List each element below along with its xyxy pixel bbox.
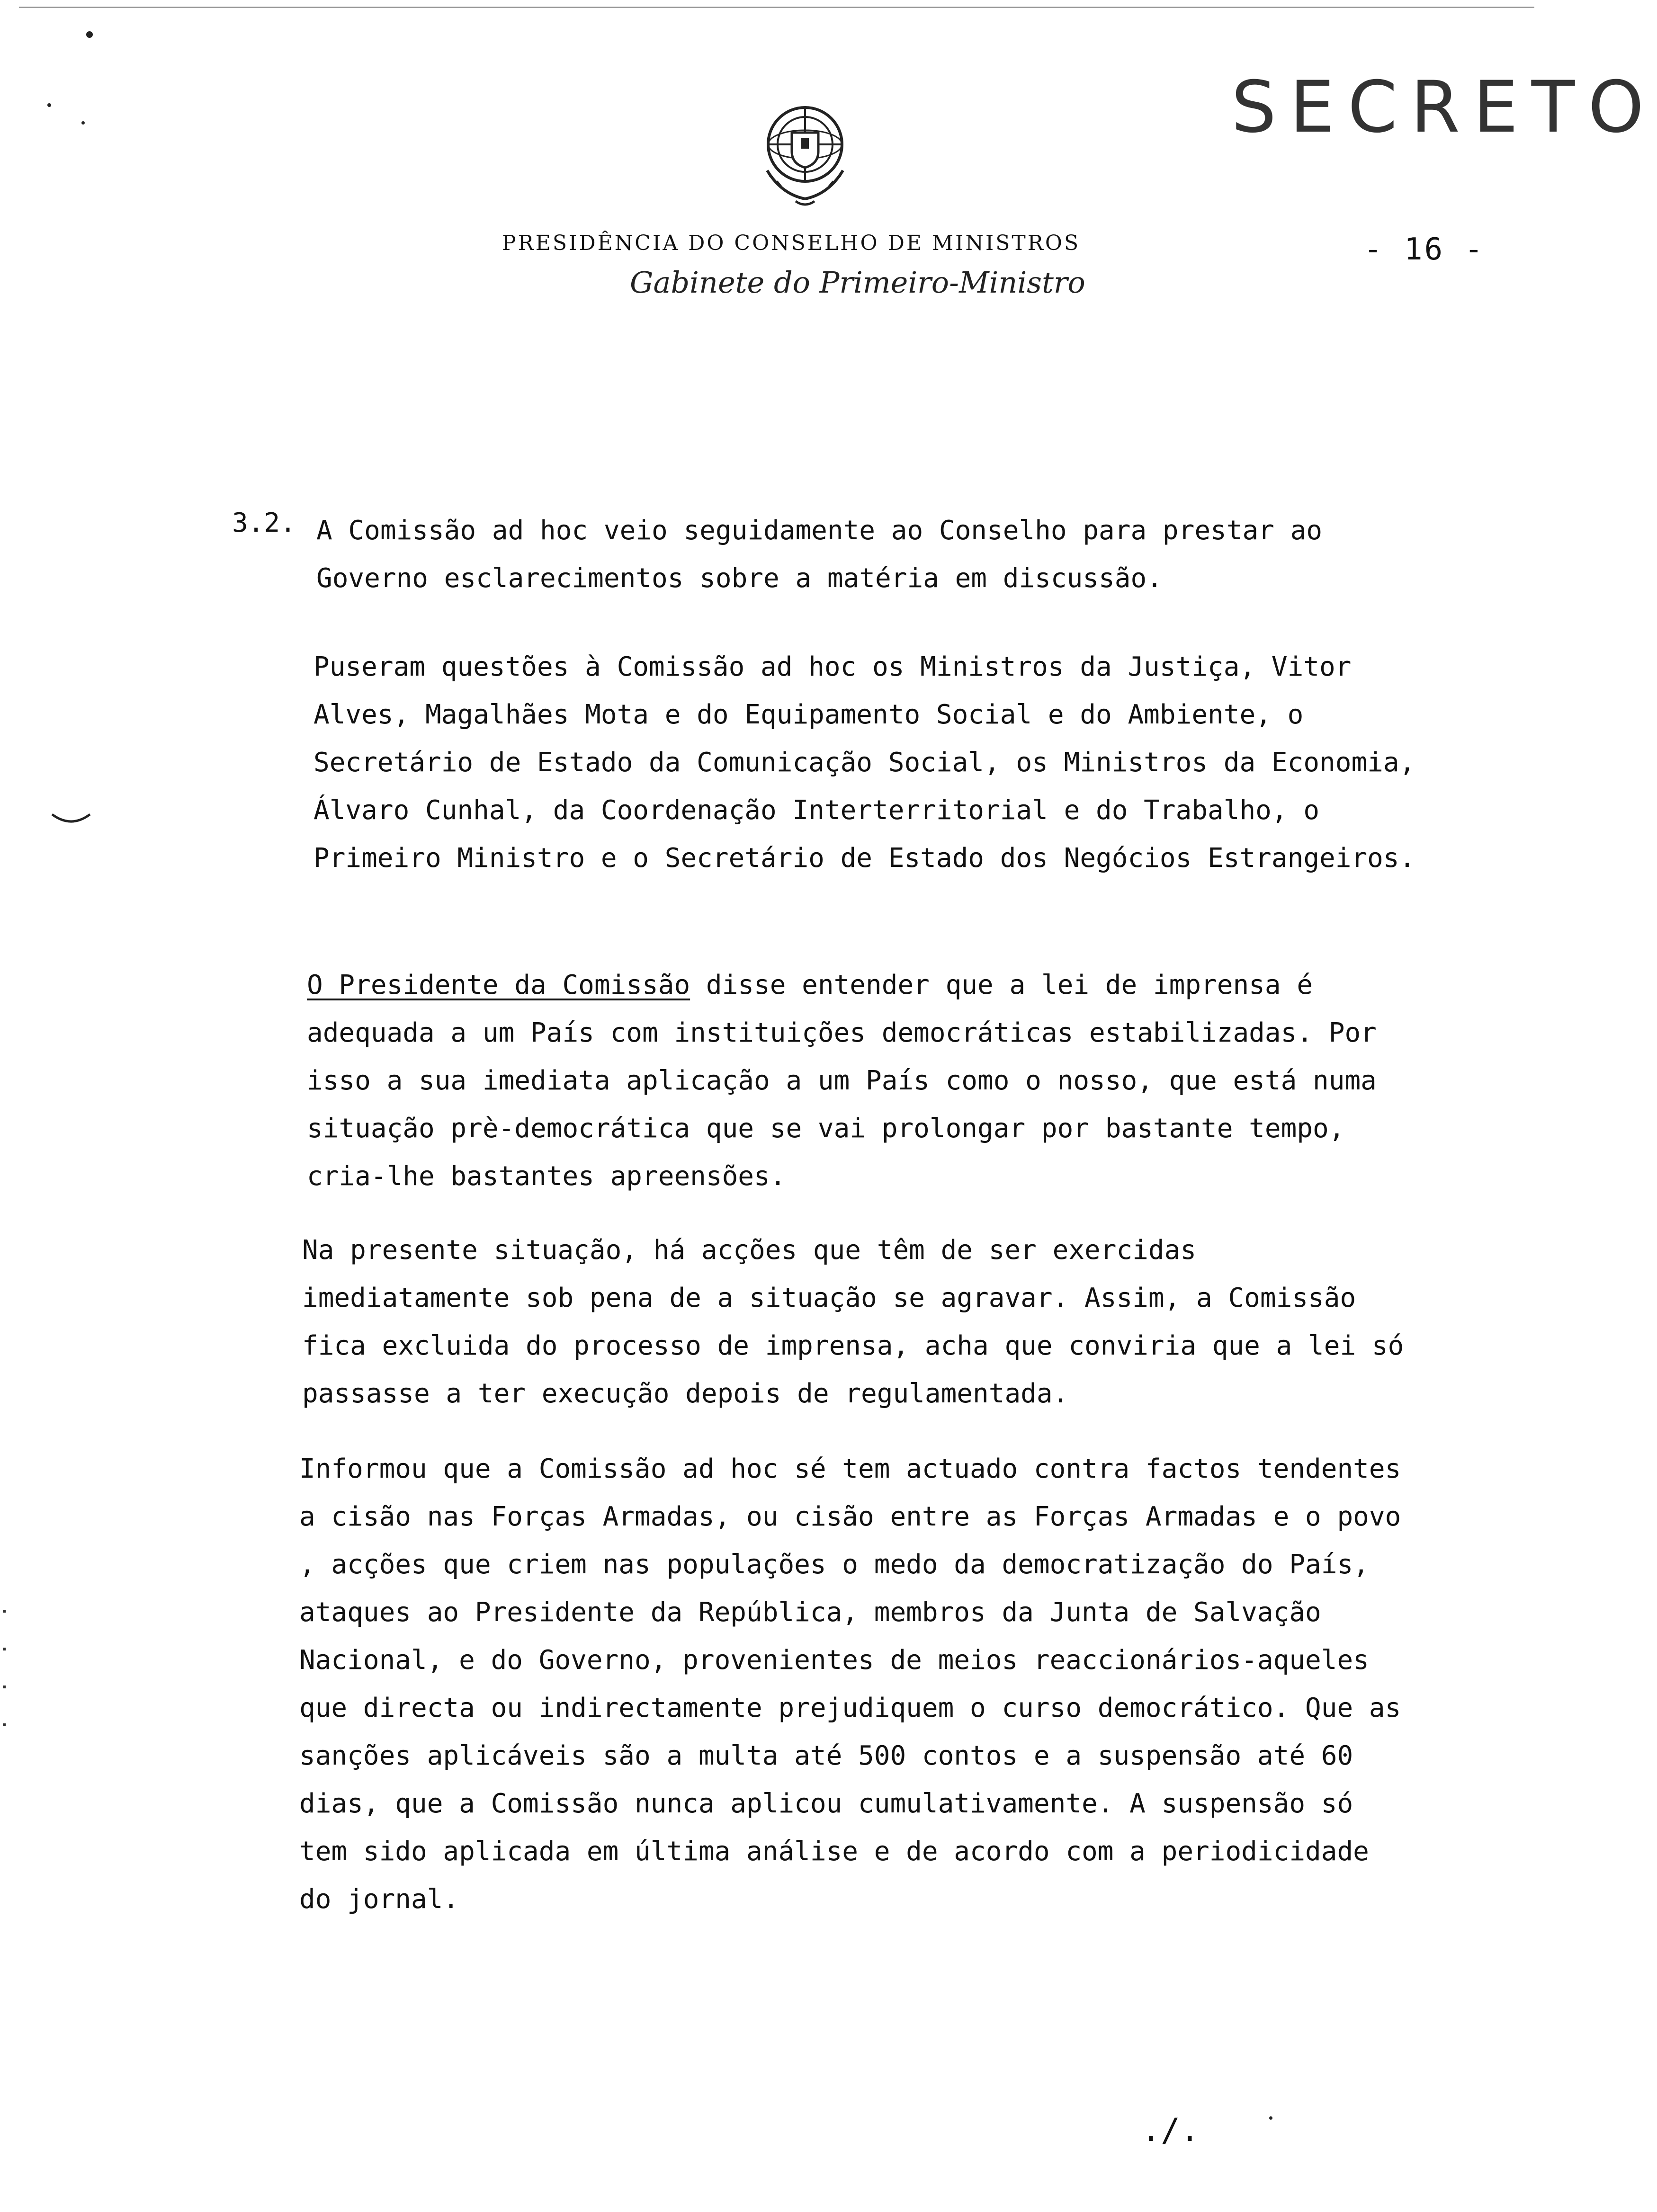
classification-stamp: SECRETO	[1231, 66, 1657, 149]
scan-speck	[86, 31, 93, 38]
paragraph-questions-text: Puseram questões à Comissão ad hoc os Ministros da Justiça, Vitor Alves, Magalhães Mota e do Equipamento Social e do Ambiente, o Secretário de Estado da Comunicação Social, os Ministros da Economia, Álvaro Cunhal, da Coordenação Interterritorial e do Trabalho, o Primeiro Ministro e o Secretário de Estado dos Negócios Estrangeiros.	[313, 651, 1415, 874]
margin-tick	[3, 1723, 6, 1726]
section-number: 3.2.	[232, 508, 296, 538]
scan-speck	[47, 103, 51, 107]
paragraph-informed-text: Informou que a Comissão ad hoc sé tem actuado contra factos tendentes a cisão nas Forças Armadas, ou cisão entre as Forças Armadas e o povo , acções que criem nas populações o medo da democratização do País, ataques ao Presidente da República, membros da Junta de Salvação Nacional, e do Governo, provenientes de meios reaccionários-aqueles que directa ou indirectamente prejudiquem o curso democrático. Que as sanções aplicáveis são a multa até 500 contos e a suspensão até 60 dias, que a Comissão nunca aplicou cumulativamente. A suspensão só tem sido aplicada em última análise e de acordo com a periodicidade do jornal.	[299, 1454, 1401, 1915]
margin-curve-mark	[50, 810, 92, 829]
scan-top-edge	[19, 7, 1534, 8]
margin-tick	[3, 1648, 6, 1650]
continuation-mark: ./.	[1141, 2112, 1200, 2149]
paragraph-intro	[316, 507, 1434, 602]
paragraph-president	[307, 961, 1410, 1200]
page-number: - 16 -	[1364, 232, 1485, 267]
office-heading: PRESIDÊNCIA DO CONSELHO DE MINISTROS	[502, 231, 1081, 255]
paragraph-situation-text: Na presente situação, há acções que têm de ser exercidas imediatamente sob pena de a situação se agravar. Assim, a Comissão fica excluida do processo de imprensa, acha que conviria que a lei só passasse a ter execução depois de regulamentada.	[302, 1235, 1404, 1409]
paragraph-questions	[313, 643, 1450, 882]
margin-tick	[3, 1686, 6, 1688]
paragraph-president-text	[307, 961, 1410, 1200]
paragraph-situation	[302, 1226, 1410, 1418]
paragraph-intro-text: A Comissão ad hoc veio seguidamente ao Conselho para prestar ao Governo esclarecimentos sobre a matéria em discussão.	[316, 515, 1323, 594]
president-label: O Presidente da Comissão	[307, 970, 690, 1000]
scan-speck	[1269, 2116, 1272, 2120]
paragraph-informed	[299, 1445, 1412, 1923]
president-statement: disse entender que a lei de imprensa é adequada a um País com instituições democráticas estabilizadas. Por isso a sua imediata aplicação a um País como o nosso, que está numa situação prè-democrática que se vai prolongar por bastante tempo, cria-lhe bastantes apreensões.	[307, 970, 1377, 1192]
margin-tick	[3, 1610, 6, 1613]
cabinet-signature: Gabinete do Primeiro-Ministro	[630, 265, 1085, 300]
coat-of-arms-icon	[748, 99, 862, 218]
scan-speck	[81, 121, 85, 125]
